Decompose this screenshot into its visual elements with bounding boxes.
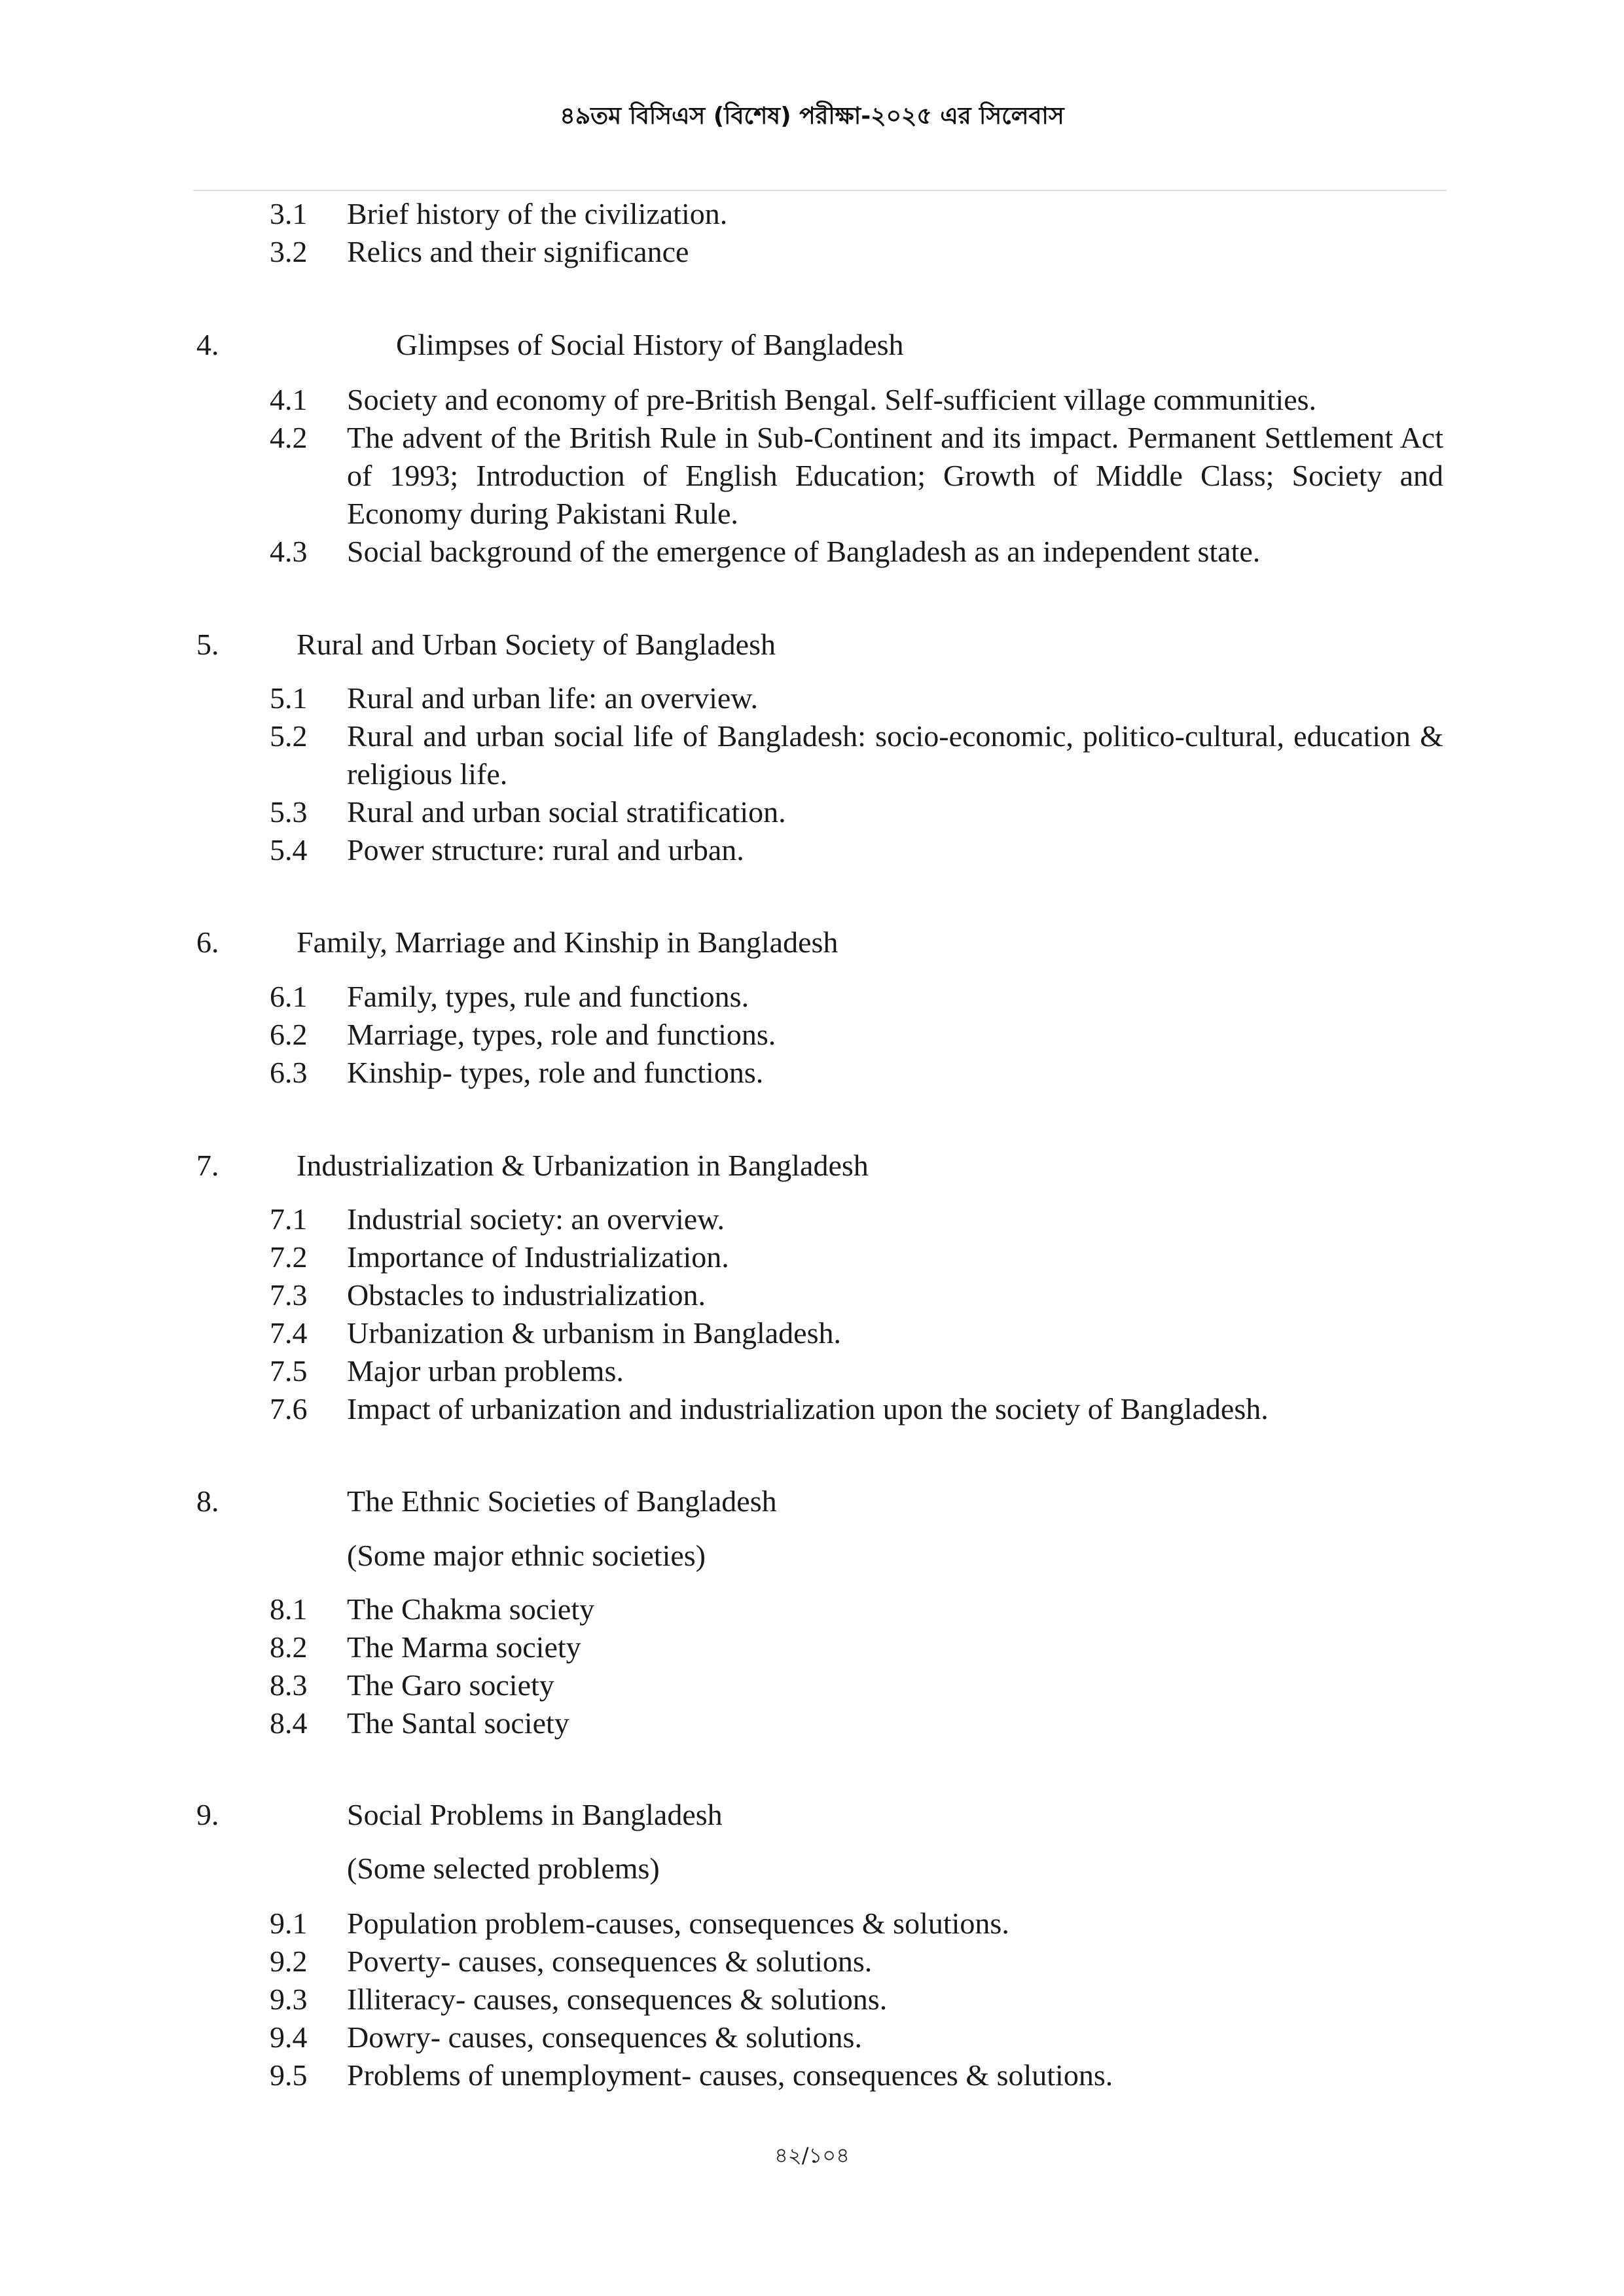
page-number: ৪২/১০৪	[774, 2143, 850, 2168]
item-number: 7.6	[270, 1392, 308, 1426]
section-title: The Ethnic Societies of Bangladesh	[347, 1484, 777, 1518]
item-number: 4.3	[270, 535, 308, 568]
item-number: 8.4	[270, 1706, 308, 1740]
item-text: Problems of unemployment- causes, consequences & solutions.	[347, 2058, 1113, 2092]
item-number: 5.3	[270, 795, 308, 829]
item-number: 4.2	[270, 421, 308, 454]
item-text: Marriage, types, role and functions.	[347, 1018, 776, 1051]
item-number: 3.1	[270, 197, 308, 230]
item-number: 8.2	[270, 1630, 308, 1664]
item-text: Population problem-causes, consequences & solutions.	[347, 1907, 1009, 1940]
item-text: The advent of the British Rule in Sub-Continent and its impact. Permanent Settlement Act of 1993; Introduction of English Education; Growth of Middle Class; Society and Economy during Pakistani Rule.	[347, 421, 1443, 530]
item-text: Poverty- causes, consequences & solutions.	[347, 1945, 873, 1978]
item-text: Obstacles to industrialization.	[347, 1278, 706, 1312]
page-header: ৪৯তম বিসিএস (বিশেষ) পরীক্ষা-২০২৫ এর সিলেবাস	[560, 103, 1064, 130]
item-number: 9.2	[270, 1945, 308, 1978]
section-number: 4.	[196, 328, 219, 361]
item-number: 7.3	[270, 1278, 308, 1312]
section-number: 6.	[196, 925, 219, 959]
item-number: 4.1	[270, 383, 308, 416]
item-text: Kinship- types, role and functions.	[347, 1056, 764, 1089]
item-number: 6.2	[270, 1018, 308, 1051]
item-number: 5.2	[270, 719, 308, 753]
item-number: 8.3	[270, 1668, 308, 1702]
item-text: The Chakma society	[347, 1592, 595, 1626]
section-number: 9.	[196, 1798, 219, 1831]
item-number: 7.1	[270, 1202, 308, 1236]
item-text: Impact of urbanization and industrialization upon the society of Bangladesh.	[347, 1392, 1269, 1426]
item-text: Power structure: rural and urban.	[347, 833, 744, 867]
item-text: Industrial society: an overview.	[347, 1202, 725, 1236]
item-text: Social background of the emergence of Bangladesh as an independent state.	[347, 535, 1261, 568]
item-text: Rural and urban social life of Bangladesh: socio-economic, politico-cultural, education & religious life.	[347, 719, 1443, 791]
item-text: The Santal society	[347, 1706, 569, 1740]
item-number: 7.5	[270, 1354, 308, 1388]
item-number: 8.1	[270, 1592, 308, 1626]
item-text: Dowry- causes, consequences & solutions.	[347, 2020, 862, 2054]
item-text: The Garo society	[347, 1668, 554, 1702]
item-text: Illiteracy- causes, consequences & solutions.	[347, 1982, 888, 2016]
item-text: Rural and urban social stratification.	[347, 795, 786, 829]
section-title: Glimpses of Social History of Bangladesh	[396, 328, 904, 361]
section-title: Rural and Urban Society of Bangladesh	[297, 628, 776, 661]
item-text: Relics and their significance	[347, 235, 689, 268]
section-number: 7.	[196, 1149, 219, 1182]
item-text: Society and economy of pre-British Bengal. Self-sufficient village communities.	[347, 383, 1317, 416]
section-title: Social Problems in Bangladesh	[347, 1798, 723, 1831]
item-number: 7.4	[270, 1316, 308, 1350]
item-text: Major urban problems.	[347, 1354, 624, 1388]
item-number: 9.5	[270, 2058, 308, 2092]
item-number: 6.3	[270, 1056, 308, 1089]
item-number: 6.1	[270, 980, 308, 1013]
item-text: Urbanization & urbanism in Bangladesh.	[347, 1316, 842, 1350]
section-title: Family, Marriage and Kinship in Bangladesh	[297, 925, 839, 959]
item-number: 3.2	[270, 235, 308, 268]
item-text: The Marma society	[347, 1630, 581, 1664]
section-title: Industrialization & Urbanization in Bangladesh	[297, 1149, 869, 1182]
item-text: Importance of Industrialization.	[347, 1240, 729, 1274]
item-number: 9.4	[270, 2020, 308, 2054]
item-text: Rural and urban life: an overview.	[347, 681, 759, 715]
section-subtitle-text: (Some selected problems)	[347, 1852, 660, 1885]
section-subtitle-text: (Some major ethnic societies)	[347, 1539, 706, 1572]
item-number: 5.1	[270, 681, 308, 715]
header-divider	[193, 190, 1447, 191]
item-number: 7.2	[270, 1240, 308, 1274]
item-number: 9.3	[270, 1982, 308, 2016]
section-number: 5.	[196, 628, 219, 661]
item-number: 9.1	[270, 1907, 308, 1940]
item-number: 5.4	[270, 833, 308, 867]
item-text: Brief history of the civilization.	[347, 197, 728, 230]
section-number: 8.	[196, 1484, 219, 1518]
item-text: Family, types, rule and functions.	[347, 980, 749, 1013]
